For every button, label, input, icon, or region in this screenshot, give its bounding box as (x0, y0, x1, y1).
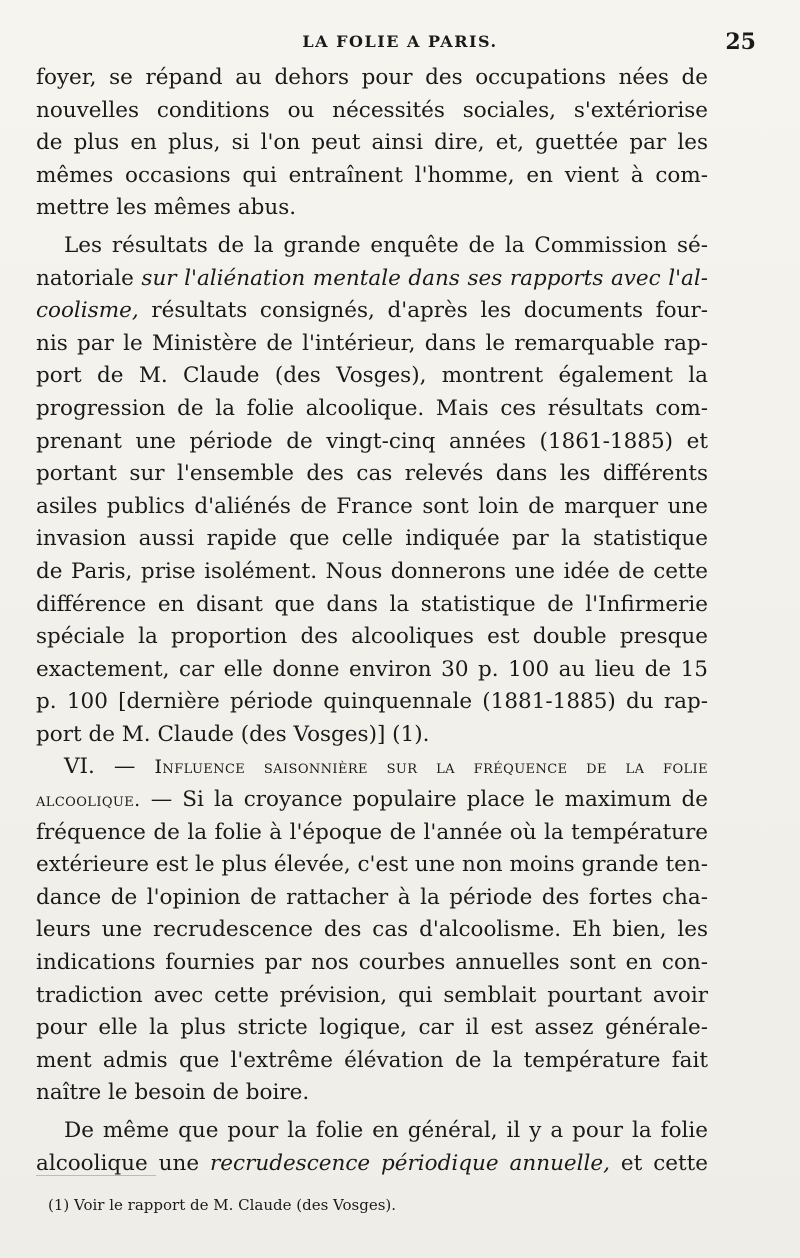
text-line: extérieure est le plus élevée, c'est une non moins grande ten- (36, 852, 708, 878)
footnote: (1) Voir le rapport de M. Claude (des Vosges). (48, 1196, 397, 1214)
text-line: spéciale la proportion des alcooliques est double presque (36, 624, 708, 650)
text-line: fréquence de la folie à l'époque de l'année où la température (36, 819, 708, 845)
text-line (36, 784, 708, 817)
text-line: de Paris, prise isolément. Nous donnerons une idée de cette (36, 558, 708, 584)
section-number: VI. — (64, 754, 155, 780)
paragraph-2 (36, 230, 708, 752)
text-line: naître le besoin de boire. (36, 1080, 310, 1106)
text-line: prenant une période de vingt-cinq années (1861-1885) et (36, 428, 708, 454)
italic-title: sur l'aliénation mentale dans ses rapports avec l'al- (141, 265, 709, 291)
text-line: Les résultats de la grande enquête de la Commission sé- (64, 232, 708, 258)
text-line: indications fournies par nos courbes annuelles sont en con- (36, 950, 708, 976)
body-text (36, 62, 708, 1180)
text-line: port de M. Claude (des Vosges), montrent également la (36, 363, 708, 389)
text-line: de plus en plus, si l'on peut ainsi dire, et, guettée par les (36, 130, 708, 156)
text-line: ment admis que l'extrême élévation de la température fait (36, 1047, 708, 1073)
text-line: progression de la folie alcoolique. Mais ces résultats com- (36, 395, 708, 421)
paragraph-4 (36, 1115, 708, 1180)
text-run: natoriale (36, 265, 142, 291)
text-run: et cette (609, 1150, 708, 1176)
text-line: port de M. Claude (des Vosges)] (1). (36, 721, 430, 747)
text-line: invasion aussi rapide que celle indiquée par la statistique (36, 526, 708, 552)
text-line: mêmes occasions qui entraînent l'homme, en vient à com- (36, 162, 708, 188)
text-line: portant sur l'ensemble des cas relevés dans les différents (36, 461, 708, 487)
text-line: foyer, se répand au dehors pour des occupations nées de (36, 65, 708, 90)
text-line (36, 295, 708, 328)
text-line: asiles publics d'aliénés de France sont loin de marquer une (36, 493, 708, 519)
section-heading-line (36, 751, 708, 784)
text-run: résultats consignés, d'après les documents four- (138, 298, 708, 324)
text-line (36, 263, 708, 296)
footnote-divider (36, 1175, 156, 1176)
text-line: De même que pour la folie en général, il y a pour la folie (64, 1118, 708, 1143)
section-heading: Influence saisonnière sur la fréquence de la folie (154, 756, 708, 779)
running-head: LA FOLIE A PARIS. (302, 32, 498, 51)
text-line: nouvelles conditions ou nécessités sociales, s'extériorise (36, 97, 708, 123)
text-line: pour elle la plus stricte logique, car il est assez générale- (36, 1015, 708, 1041)
page-header (36, 29, 764, 60)
text-line: leurs une recrudescence des cas d'alcoolisme. Eh bien, les (36, 917, 708, 943)
text-run: alcoolique une (36, 1150, 211, 1176)
text-line: dance de l'opinion de rattacher à la période des fortes cha- (36, 884, 708, 910)
text-line: nis par le Ministère de l'intérieur, dans le remarquable rap- (36, 330, 708, 356)
text-line: différence en disant que dans la statistique de l'Infirmerie (36, 591, 708, 617)
italic-phrase: recrudescence périodique annuelle, (210, 1150, 610, 1176)
text-line: tradiction avec cette prévision, qui semblait pourtant avoir (36, 982, 708, 1008)
text-run: — Si la croyance populaire place le maximum de (140, 787, 708, 813)
italic-title: coolisme, (36, 298, 139, 324)
paragraph-1 (36, 62, 708, 225)
section-vi-paragraph (36, 751, 708, 1110)
text-line: mettre les mêmes abus. (36, 195, 297, 221)
section-heading: alcoolique. (36, 789, 141, 812)
text-line: p. 100 [dernière période quinquennale (1881-1885) du rap- (36, 689, 708, 715)
text-line: exactement, car elle donne environ 30 p. 100 au lieu de 15 (36, 656, 708, 682)
page-number: 25 (725, 29, 756, 55)
